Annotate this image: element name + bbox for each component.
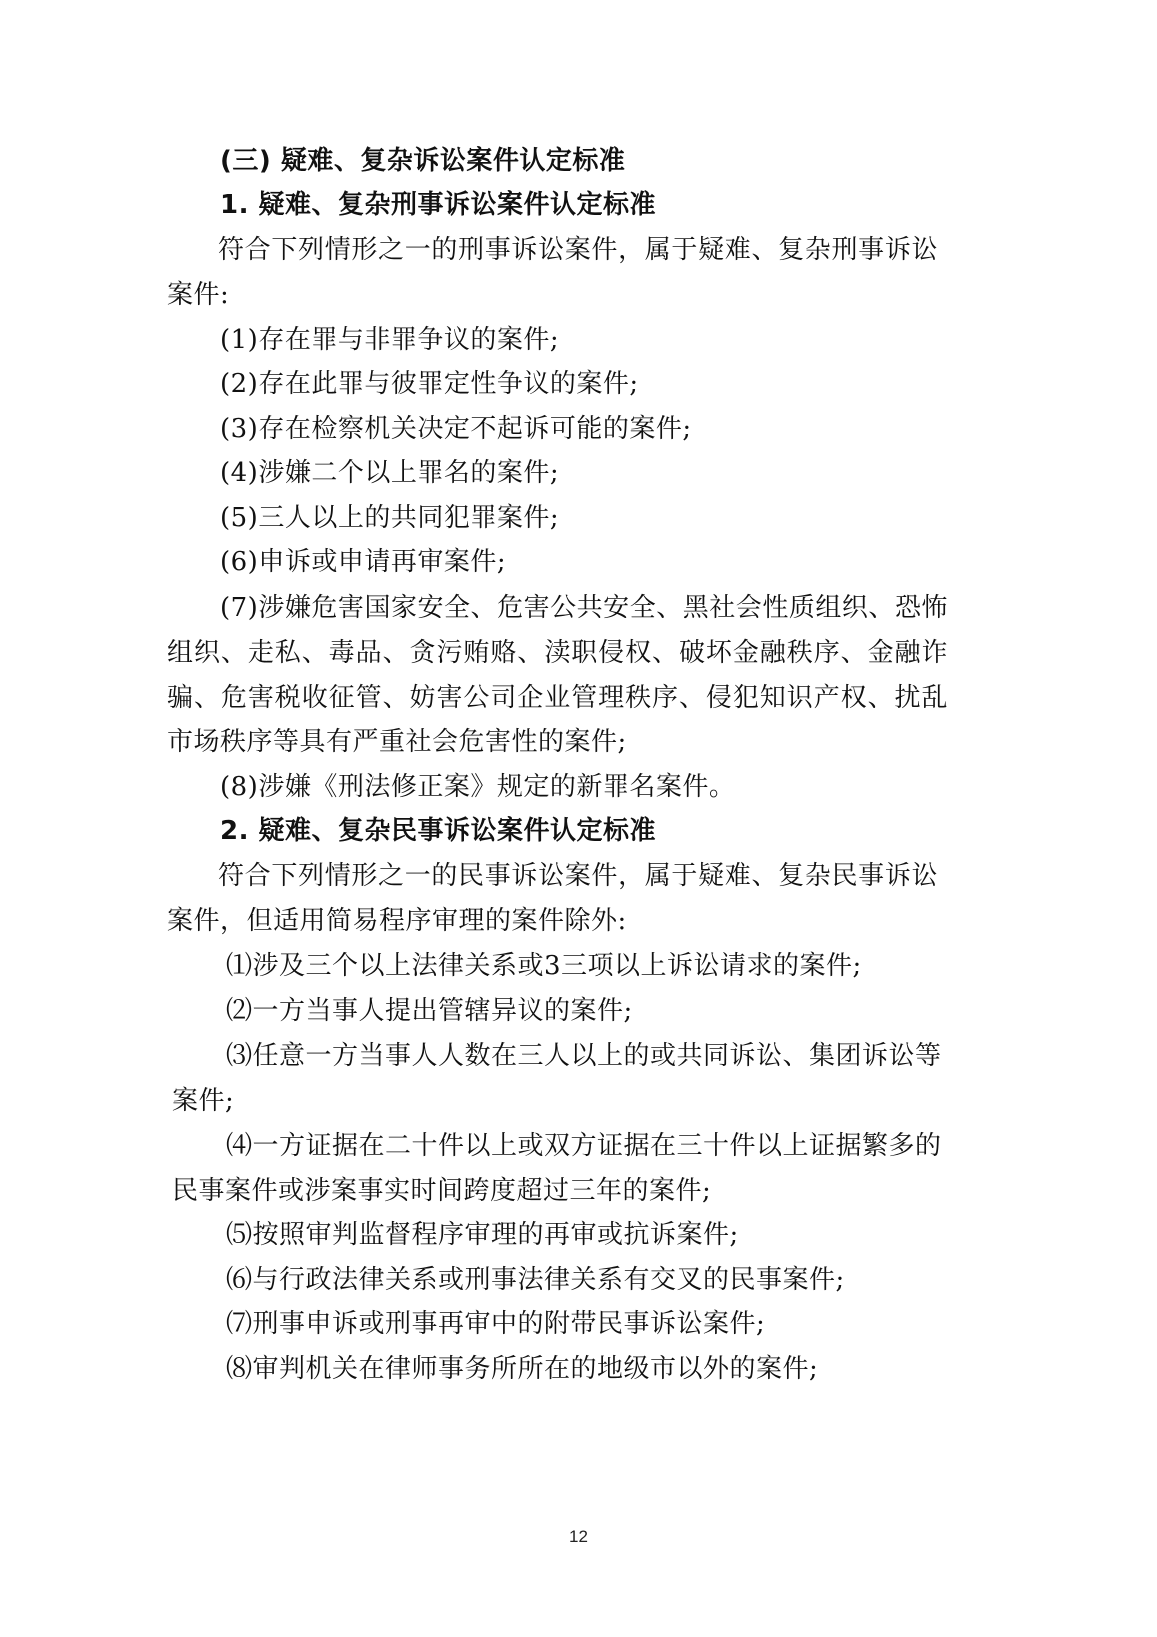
civil-item-4-line1: ⑷一方证据在二十件以上或双方证据在三十件以上证据繁多的	[226, 1131, 942, 1161]
criminal-intro-line1: 符合下列情形之一的刑事诉讼案件，属于疑难、复杂刑事诉讼	[218, 235, 938, 265]
criminal-item-5: (5)三人以上的共同犯罪案件;	[220, 503, 560, 533]
criminal-item-7-line2: 组织、走私、毒品、贪污贿赂、渎职侵权、破坏金融秩序、金融诈	[167, 638, 948, 668]
civil-item-2: ⑵一方当事人提出管辖异议的案件;	[226, 996, 633, 1026]
criminal-item-8: (8)涉嫌《刑法修正案》规定的新罪名案件。	[220, 772, 736, 802]
criminal-heading: 1. 疑难、复杂刑事诉讼案件认定标准	[220, 190, 657, 220]
civil-item-5: ⑸按照审判监督程序审理的再审或抗诉案件;	[226, 1220, 739, 1250]
civil-item-7: ⑺刑事申诉或刑事再审中的附带民事诉讼案件;	[226, 1309, 766, 1339]
civil-item-8: ⑻审判机关在律师事务所所在的地级市以外的案件;	[226, 1354, 819, 1384]
civil-item-1: ⑴涉及三个以上法律关系或3三项以上诉讼请求的案件;	[226, 951, 862, 981]
criminal-item-7-line4: 市场秩序等具有严重社会危害性的案件;	[167, 727, 627, 757]
section-heading: (三) 疑难、复杂诉讼案件认定标准	[220, 146, 626, 176]
civil-item-4-line2: 民事案件或涉案事实时间跨度超过三年的案件;	[172, 1176, 712, 1206]
criminal-item-3: (3)存在检察机关决定不起诉可能的案件;	[220, 414, 692, 444]
criminal-item-4: (4)涉嫌二个以上罪名的案件;	[220, 458, 560, 488]
page-number: 12	[569, 1527, 588, 1546]
civil-item-3-line1: ⑶任意一方当事人人数在三人以上的或共同诉讼、集团诉讼等	[226, 1041, 942, 1071]
civil-intro-line1: 符合下列情形之一的民事诉讼案件，属于疑难、复杂民事诉讼	[218, 861, 938, 891]
criminal-item-7-line1: (7)涉嫌危害国家安全、危害公共安全、黑社会性质组织、恐怖	[220, 593, 948, 623]
criminal-item-2: (2)存在此罪与彼罪定性争议的案件;	[220, 369, 639, 399]
civil-heading: 2. 疑难、复杂民事诉讼案件认定标准	[220, 816, 657, 846]
criminal-item-1: (1)存在罪与非罪争议的案件;	[220, 325, 560, 355]
criminal-item-7-line3: 骗、危害税收征管、妨害公司企业管理秩序、侵犯知识产权、扰乱	[167, 683, 948, 713]
civil-item-6: ⑹与行政法律关系或刑事法律关系有交叉的民事案件;	[226, 1265, 845, 1295]
civil-intro-line2: 案件，但适用简易程序审理的案件除外:	[167, 906, 627, 936]
civil-item-3-line2: 案件;	[172, 1086, 235, 1116]
criminal-item-6: (6)申诉或申请再审案件;	[220, 547, 507, 577]
criminal-intro-line2: 案件:	[167, 280, 230, 310]
